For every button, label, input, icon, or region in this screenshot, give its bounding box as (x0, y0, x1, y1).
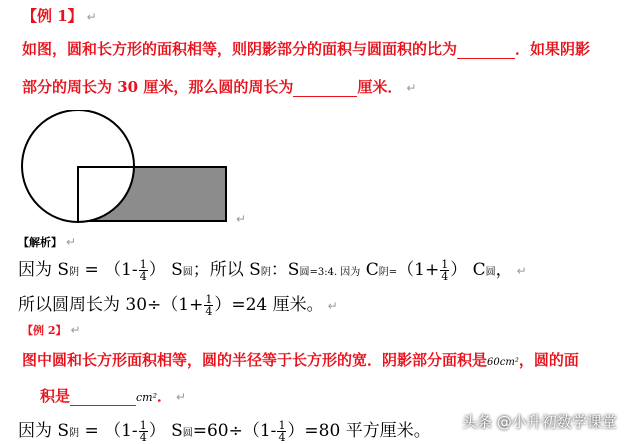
analysis-text: ， (495, 260, 513, 280)
subscript: 阴= (378, 267, 398, 278)
paragraph-mark-icon: ↵ (236, 212, 247, 226)
subscript: 阴 (260, 267, 271, 278)
paragraph-mark-icon: ↵ (327, 299, 338, 313)
fraction (139, 259, 148, 282)
answer-text: =60÷（1- (192, 421, 277, 441)
subscript: 圆 (485, 267, 496, 278)
answer-text: ）=80 平方厘米。 (287, 421, 431, 441)
analysis-text: ；所以 S (192, 260, 261, 280)
answer-text: = （1- (79, 421, 138, 441)
ex1-line2-tail: 厘米． (357, 78, 403, 96)
watermark: 头条 @小升初数学课堂 (462, 413, 617, 431)
ex2-line2-text: 积是 (40, 387, 71, 405)
ex1-line2-text: 部分的周长为 30 厘米，那么圆的周长为 (22, 78, 294, 96)
unit-label: 60cm² (487, 357, 519, 368)
fraction-numerator: 1 (139, 258, 147, 271)
ex1-question-line1 (22, 38, 590, 59)
unit-label: cm² (136, 391, 158, 404)
answer-text: ） S (148, 421, 183, 441)
ex1-answer-blank-2 (293, 78, 357, 97)
ex2-heading (22, 322, 81, 338)
subscript: 阴 (69, 267, 80, 278)
subscript: 圆 (182, 428, 193, 439)
fraction-denominator: 4 (441, 270, 449, 283)
ex1-answer-blank-1 (457, 40, 515, 59)
ex2-line2-tail: ． (157, 387, 173, 405)
fraction-numerator: 1 (441, 258, 449, 271)
paragraph-mark-icon: ↵ (176, 390, 187, 404)
fraction-numerator: 1 (205, 293, 213, 306)
ex2-answer-line (18, 416, 431, 443)
analysis-label-text: 【解析】 (18, 236, 62, 249)
analysis-text: ：S (270, 260, 300, 280)
ex1-question-line2 (22, 76, 416, 97)
analysis-label (18, 234, 76, 250)
ex2-line1-text: 图中圆和长方形面积相等，圆的半径等于长方形的宽．阴影部分面积是 (22, 351, 488, 369)
analysis-text: = （1- (79, 260, 138, 280)
fraction-denominator: 4 (278, 431, 286, 444)
fraction-denominator: 4 (139, 431, 147, 444)
analysis-text: 所以圆周长为 30÷（1+ (18, 295, 204, 315)
fraction (440, 259, 449, 282)
ex2-heading-text: 【例 2】 (22, 324, 67, 337)
ex1-line1-text: 如图，圆和长方形的面积相等，则阴影部分的面积与圆面积的比为 (22, 40, 458, 58)
fraction (204, 294, 213, 317)
ex2-answer-blank (70, 387, 136, 406)
fraction (277, 420, 286, 443)
analysis-text: ） C (450, 260, 486, 280)
paragraph-mark-icon: ↵ (86, 10, 97, 24)
fraction-denominator: 4 (139, 270, 147, 283)
analysis-text: C (360, 260, 379, 280)
ex1-heading-text: 【例 1】 (22, 7, 83, 25)
fraction-denominator: 4 (205, 305, 213, 318)
circle-rectangle-figure (18, 110, 248, 228)
ex2-question-line2 (40, 385, 186, 406)
fraction-numerator: 1 (139, 419, 147, 432)
analysis-text: 因为 S (18, 260, 70, 280)
analysis-text: ）=24 厘米。 (214, 295, 324, 315)
answer-text: 因为 S (18, 421, 70, 441)
fraction-numerator: 1 (278, 419, 286, 432)
analysis-line1 (18, 255, 527, 282)
ex2-question-line1 (22, 349, 579, 370)
subscript: 圆 (182, 267, 193, 278)
subscript: 阴 (69, 428, 80, 439)
analysis-text: ） S (148, 260, 183, 280)
ex2-line1-tail: ，圆的面 (518, 351, 579, 369)
subscript: 圆=3:4. 因为 (299, 267, 361, 278)
analysis-line2 (18, 290, 338, 317)
paragraph-mark-icon: ↵ (70, 323, 81, 337)
paragraph-mark-icon: ↵ (516, 264, 527, 278)
ex1-heading (22, 5, 97, 26)
ex1-line1-tail: ．如果阴影 (515, 40, 591, 58)
fraction (139, 420, 148, 443)
analysis-text: （1+ (397, 260, 440, 280)
paragraph-mark-icon: ↵ (66, 235, 77, 249)
paragraph-mark-icon: ↵ (406, 81, 417, 95)
